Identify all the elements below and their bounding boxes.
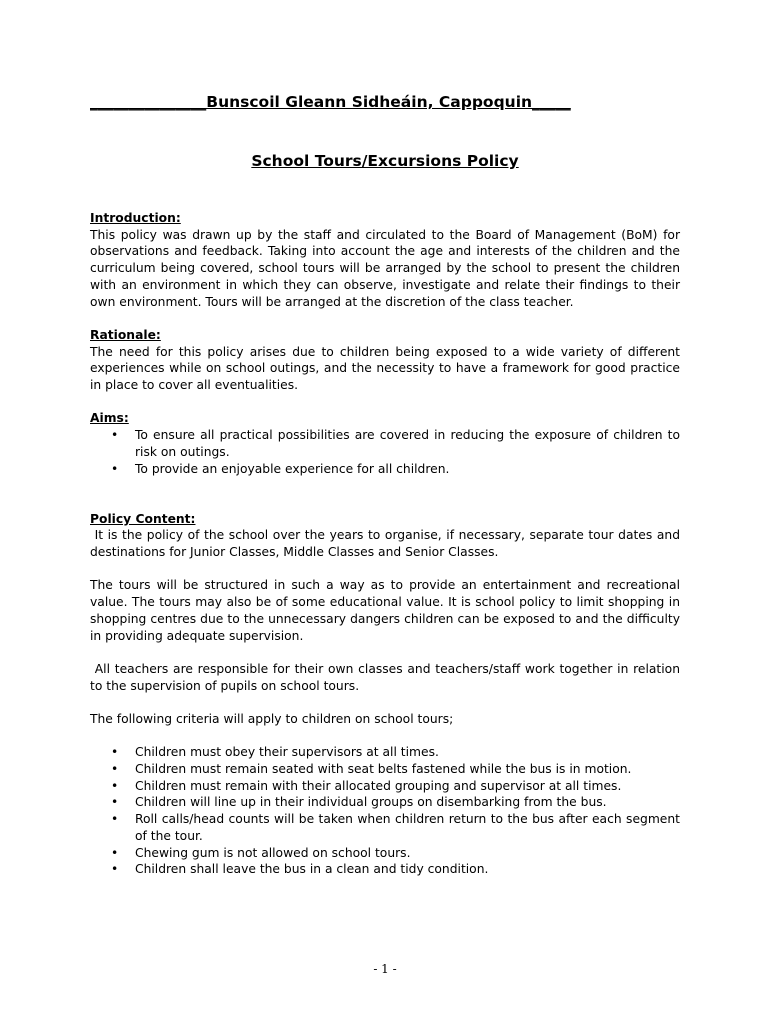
bullet-icon: • — [111, 745, 119, 760]
document-body — [90, 210, 684, 878]
bullet-icon: • — [111, 778, 119, 793]
criteria-intro: The following criteria will apply to children on school tours; — [90, 711, 454, 726]
policy-paragraph: All teachers are responsible for their own classes and teachers/staff work together in relation to the supervision of pupils on school tours. — [90, 661, 684, 693]
rationale-heading: Rationale: — [90, 327, 161, 342]
bullet-icon: • — [111, 862, 119, 877]
aims-heading: Aims: — [90, 411, 129, 426]
criteria-list — [90, 744, 680, 878]
list-item: • Children must obey their supervisors at all times. — [111, 745, 439, 760]
bullet-icon: • — [111, 762, 119, 777]
rationale-text: The need for this policy arises due to children being exposed to a wide variety of different experiences while on school outings, and the necessity to have a framework for good practice in place to cover all eventualities. — [90, 344, 680, 393]
list-item: • Chewing gum is not allowed on school tours. — [111, 845, 411, 860]
page-number: - 1 - — [373, 962, 397, 976]
bullet-icon: • — [111, 795, 119, 810]
introduction-heading: Introduction: — [90, 211, 181, 225]
list-item: • Children must remain seated with seat belts fastened while the bus is in motion. — [111, 762, 632, 777]
list-item: • To provide an enjoyable experience for all children. — [111, 461, 450, 476]
bullet-icon: • — [111, 428, 119, 443]
school-name: _______________Bunscoil Gleann Sidheáin, Cappoquin_____ — [90, 93, 571, 111]
aims-list — [90, 427, 680, 477]
list-item: • To ensure all practical possibilities are covered in reducing the exposure of children to risk on outings. — [111, 428, 680, 459]
policy-paragraph: It is the policy of the school over the years to organise, if necessary, separate tour dates and destinations for Junior Classes, Middle Classes and Senior Classes. — [90, 528, 684, 559]
list-item: • Children must remain with their allocated grouping and supervisor at all times. — [111, 778, 622, 793]
bullet-icon: • — [111, 845, 119, 860]
policy-content-heading: Policy Content: — [90, 511, 196, 526]
bullet-icon: • — [111, 461, 119, 476]
list-item: • Children shall leave the bus in a clean and tidy condition. — [111, 862, 489, 877]
introduction-text: This policy was drawn up by the staff and circulated to the Board of Management (BoM) for observations and feedback. Taking into account the age and interests of the children and the curriculum being covered, school tours will be arranged by the school to present the children with an environment in which they can observe, investigate and relate their findings to their own environment. Tours will be arranged at the discretion of the class teacher. — [90, 227, 680, 309]
list-item: • Roll calls/head counts will be taken when children return to the bus after each segment of the tour. — [111, 812, 680, 843]
policy-title: School Tours/Excursions Policy — [251, 152, 519, 170]
bullet-icon: • — [111, 812, 119, 827]
list-item: • Children will line up in their individual groups on disembarking from the bus. — [111, 795, 607, 810]
policy-paragraph: The tours will be structured in such a way as to provide an entertainment and recreational value. The tours may also be of some educational value. It is school policy to limit shopping in shopping centres due to the unnecessary dangers children can be exposed to and the difficulty in providing adequate supervision. — [90, 578, 680, 643]
